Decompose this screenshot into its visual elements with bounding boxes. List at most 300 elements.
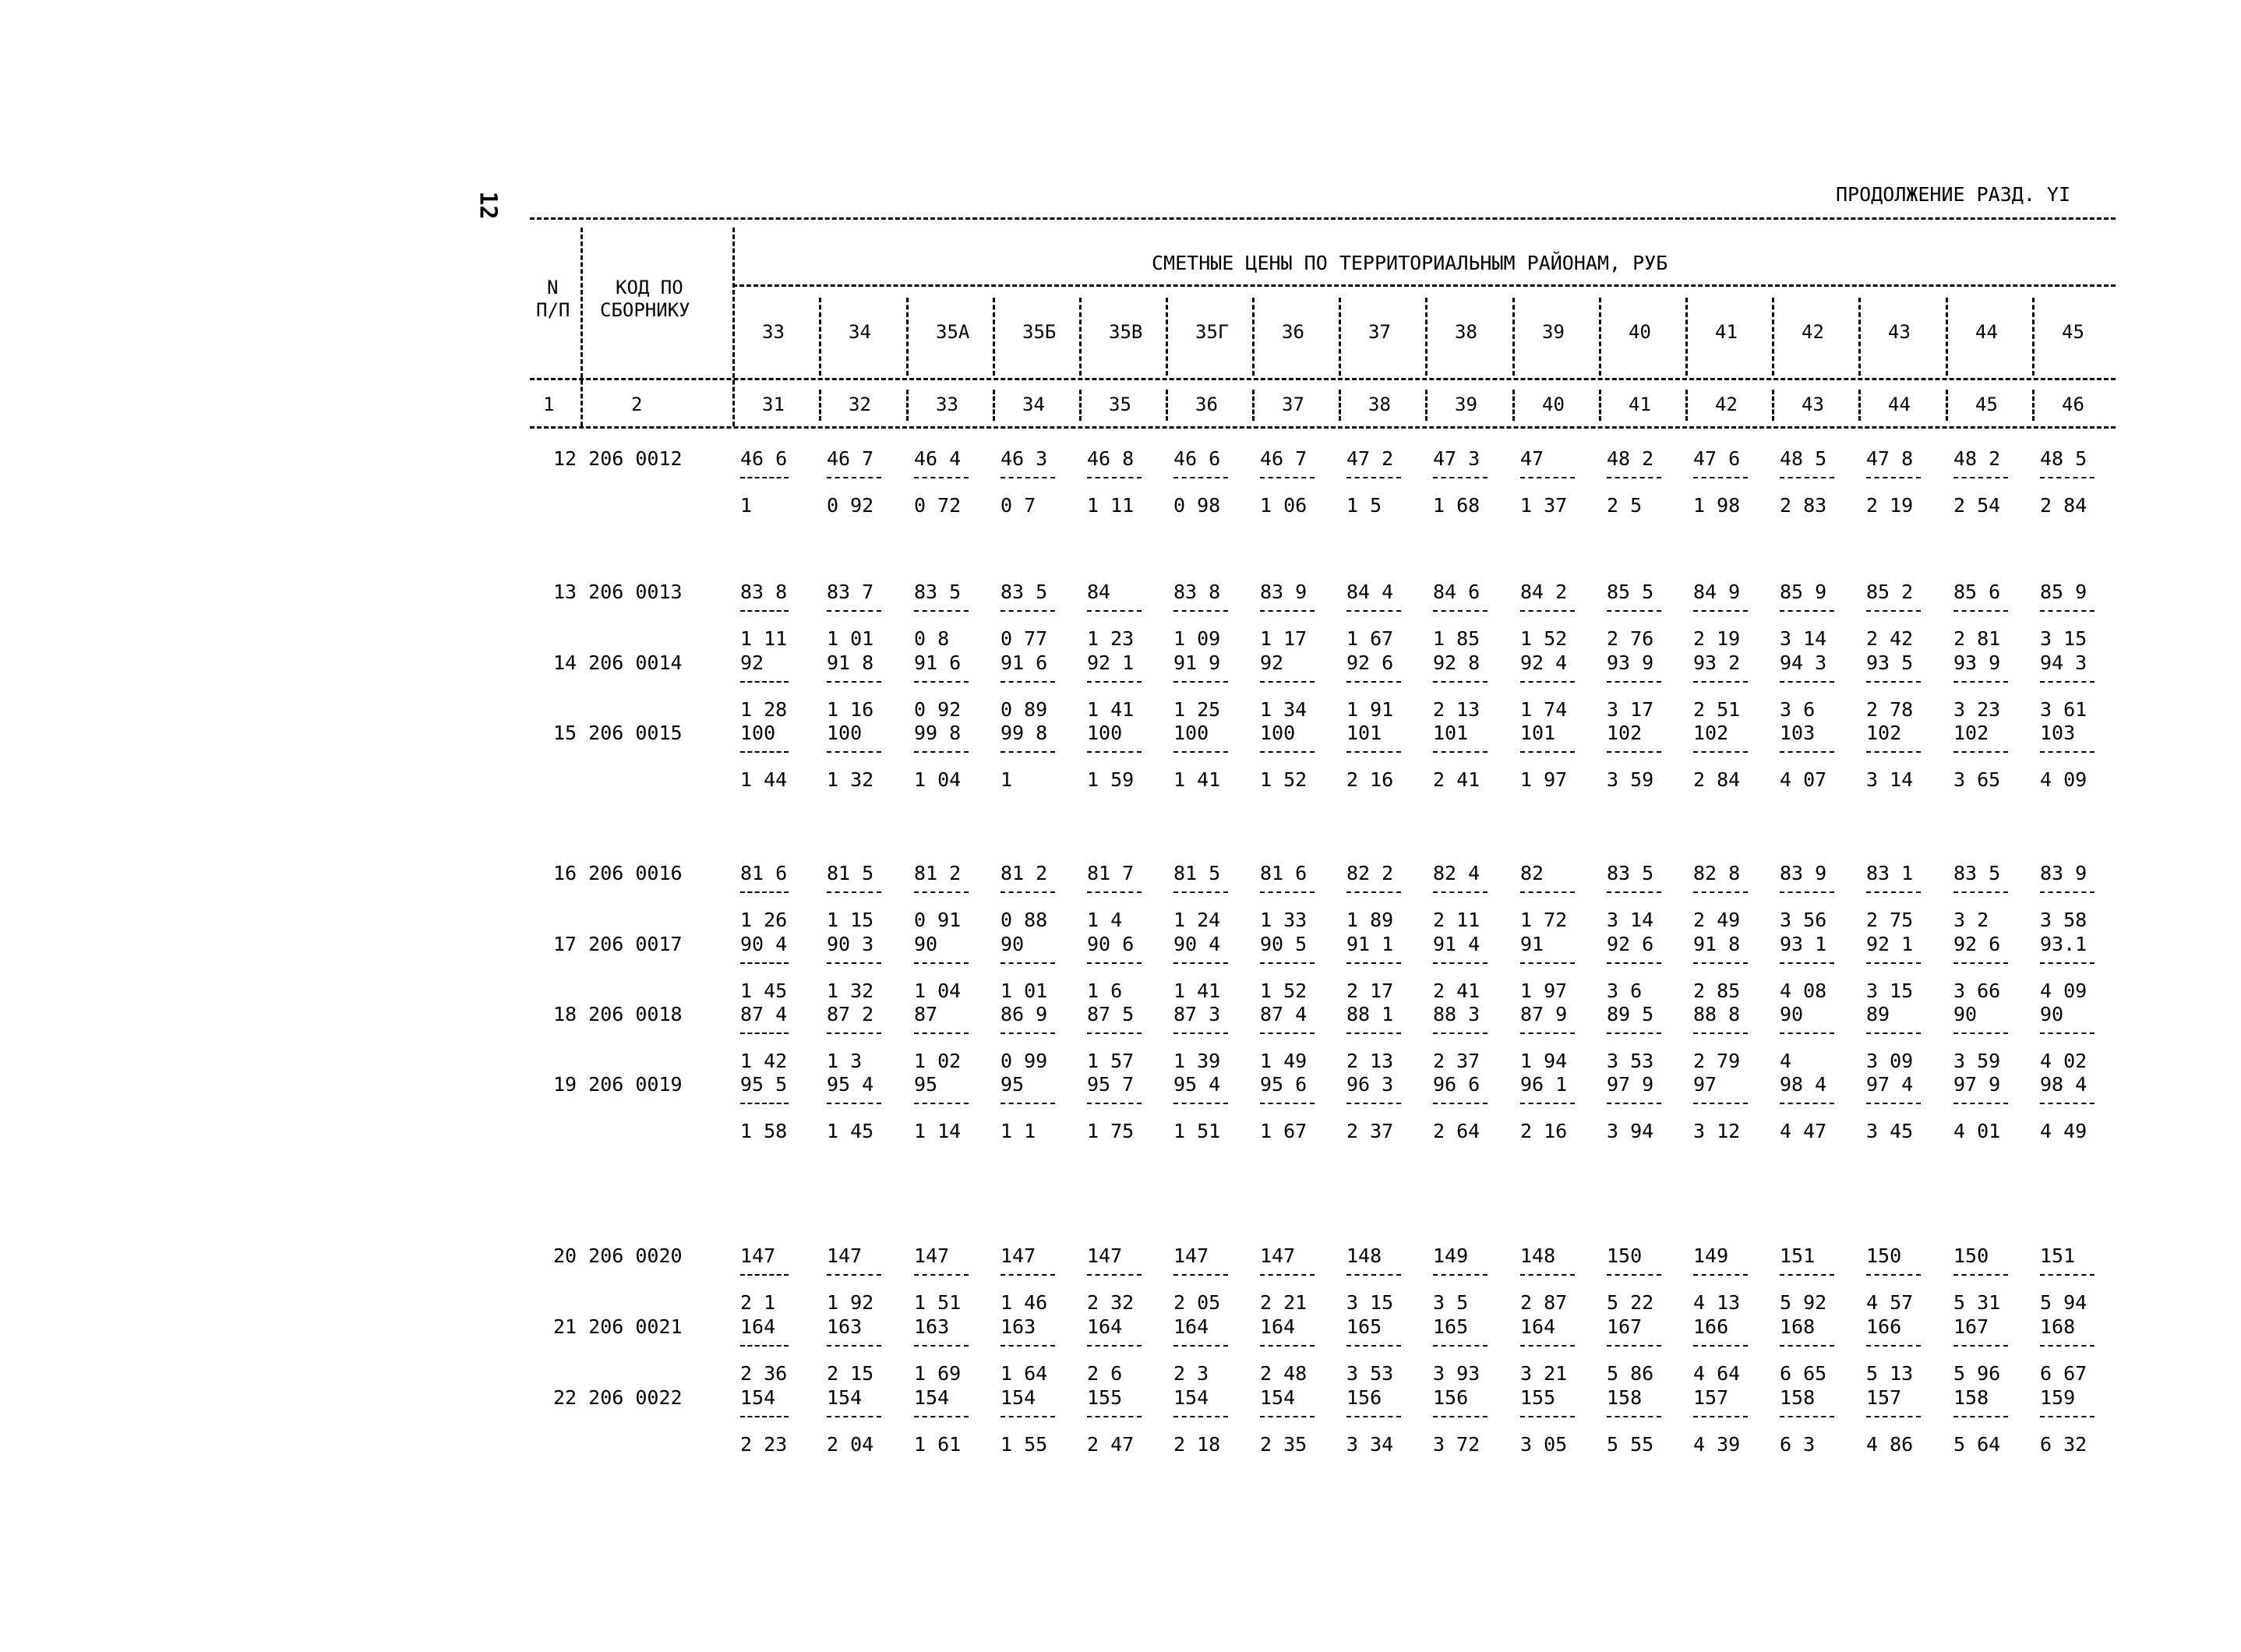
numerator-value: 90 5 [1260, 933, 1308, 955]
denominator-value: 2 19 [1866, 494, 1914, 517]
denominator-value: 2 16 [1520, 1120, 1568, 1142]
fraction-bar [1001, 962, 1055, 964]
numerator-value: 95 4 [827, 1073, 874, 1096]
fraction-bar [1520, 1274, 1575, 1276]
denominator-value: 5 92 [1780, 1291, 1827, 1314]
fraction-bar [2040, 1345, 2095, 1347]
fraction-bar [1780, 1032, 1834, 1034]
denominator-value: 2 51 [1693, 698, 1741, 721]
fraction-bar [1087, 1345, 1142, 1347]
denominator-value: 1 51 [914, 1291, 962, 1314]
denominator-value: 2 78 [1866, 698, 1914, 721]
numerator-value: 46 7 [827, 447, 874, 470]
fraction-bar [2040, 610, 2095, 612]
fraction-bar [1693, 681, 1748, 683]
fraction-bar [1607, 477, 1661, 478]
numerator-value: 92 [740, 651, 764, 674]
denominator-value: 5 96 [1953, 1362, 2001, 1385]
numerator-value: 46 6 [1173, 447, 1221, 470]
fraction-bar [1866, 1416, 1921, 1417]
numerator-value: 158 [1780, 1386, 1816, 1409]
numerator-value: 90 [1780, 1003, 1804, 1025]
fraction-bar [1001, 1032, 1055, 1034]
numerator-value: 96 1 [1520, 1073, 1568, 1096]
fraction-bar [827, 1032, 881, 1034]
denominator-value: 1 [1001, 768, 1013, 791]
denominator-value: 5 31 [1953, 1291, 2001, 1314]
header-column-divider [1166, 390, 1168, 421]
fraction-bar [740, 751, 789, 753]
denominator-value: 3 93 [1433, 1362, 1480, 1385]
denominator-value: 2 87 [1520, 1291, 1568, 1314]
fraction-bar [1607, 751, 1661, 753]
district-label: 42 [1802, 321, 1824, 343]
denominator-value: 1 72 [1520, 909, 1568, 931]
denominator-value: 2 13 [1346, 1050, 1394, 1072]
numerator-value: 159 [2040, 1386, 2076, 1409]
denominator-value: 1 [740, 494, 753, 517]
denominator-value: 1 45 [740, 980, 788, 1002]
denominator-value: 5 55 [1607, 1433, 1654, 1456]
header-code-label: КОД ПО [616, 277, 683, 298]
header-column-divider [1946, 298, 1948, 376]
fraction-bar [1433, 962, 1488, 964]
header-column-divider [993, 298, 995, 376]
numerator-value: 91 4 [1433, 933, 1480, 955]
district-label: 40 [1629, 321, 1651, 343]
numerator-value: 93 5 [1866, 651, 1914, 674]
numerator-value: 93.1 [2040, 933, 2087, 955]
fraction-bar [1433, 681, 1488, 683]
denominator-value: 1 25 [1173, 698, 1221, 721]
header-mid-rule [732, 284, 2116, 287]
denominator-value: 1 17 [1260, 627, 1308, 650]
fraction-bar [1173, 891, 1228, 893]
denominator-value: 4 [1780, 1050, 1792, 1072]
numerator-value: 94 3 [1780, 651, 1827, 674]
numerator-value: 93 9 [1607, 651, 1654, 674]
column-number: 40 [1542, 394, 1565, 415]
header-column-divider [1685, 390, 1688, 421]
fraction-bar [1173, 477, 1228, 478]
numerator-value: 102 [1953, 722, 1989, 744]
denominator-value: 6 67 [2040, 1362, 2087, 1385]
row-label: 15 206 0015 [553, 722, 683, 744]
fraction-bar [1433, 477, 1488, 478]
denominator-value: 1 26 [740, 909, 788, 931]
denominator-value: 1 52 [1260, 980, 1308, 1002]
row-label: 22 206 0022 [553, 1386, 683, 1409]
numerator-value: 99 8 [1001, 722, 1048, 744]
fraction-bar [1346, 1416, 1401, 1417]
denominator-value: 4 08 [1780, 980, 1827, 1002]
denominator-value: 5 94 [2040, 1291, 2087, 1314]
denominator-value: 2 84 [2040, 494, 2087, 517]
numerator-value: 47 3 [1433, 447, 1480, 470]
numerator-value: 147 [914, 1244, 950, 1267]
numerator-value: 93 1 [1780, 933, 1827, 955]
fraction-bar [740, 1416, 789, 1417]
numerator-value: 48 2 [1607, 447, 1654, 470]
fraction-bar [1087, 1274, 1142, 1276]
denominator-value: 1 39 [1173, 1050, 1221, 1072]
fraction-bar [1173, 610, 1228, 612]
denominator-value: 3 14 [1780, 627, 1827, 650]
fraction-bar [1001, 1274, 1055, 1276]
denominator-value: 3 05 [1520, 1433, 1568, 1456]
numerator-value: 92 6 [1346, 651, 1394, 674]
denominator-value: 3 15 [2040, 627, 2087, 650]
numerator-value: 97 9 [1953, 1073, 2001, 1096]
header-top-rule [530, 217, 2116, 220]
numerator-value: 82 2 [1346, 862, 1394, 884]
column-number: 35 [1109, 394, 1131, 415]
denominator-value: 3 45 [1866, 1120, 1914, 1142]
numerator-value: 168 [1780, 1315, 1816, 1338]
header-bottom-rule [530, 426, 2116, 429]
fraction-bar [1433, 1032, 1488, 1034]
fraction-bar [914, 962, 969, 964]
numerator-value: 87 3 [1173, 1003, 1221, 1025]
denominator-value: 3 21 [1520, 1362, 1568, 1385]
numerator-value: 100 [1260, 722, 1296, 744]
fraction-bar [827, 610, 881, 612]
denominator-value: 1 32 [827, 768, 874, 791]
numerator-value: 154 [740, 1386, 776, 1409]
header-column-divider [1425, 390, 1428, 421]
fraction-bar [1866, 610, 1921, 612]
numerator-value: 87 4 [1260, 1003, 1308, 1025]
header-lower-rule [530, 378, 2116, 380]
denominator-value: 4 86 [1866, 1433, 1914, 1456]
row-label: 17 206 0017 [553, 933, 683, 955]
numerator-value: 164 [1173, 1315, 1209, 1338]
numerator-value: 83 5 [914, 581, 962, 603]
numerator-value: 48 5 [1780, 447, 1827, 470]
district-label: 35В [1109, 321, 1143, 343]
numerator-value: 83 9 [1260, 581, 1308, 603]
header-column-divider [1599, 298, 1601, 376]
denominator-value: 2 37 [1433, 1050, 1480, 1072]
denominator-value: 1 44 [740, 768, 788, 791]
numerator-value: 88 8 [1693, 1003, 1741, 1025]
row-label: 20 206 0020 [553, 1244, 683, 1267]
denominator-value: 2 04 [827, 1433, 874, 1456]
fraction-bar [1346, 681, 1401, 683]
denominator-value: 1 59 [1087, 768, 1135, 791]
fraction-bar [1866, 477, 1921, 478]
denominator-value: 2 47 [1087, 1433, 1135, 1456]
header-column-divider [1685, 298, 1688, 376]
numerator-value: 154 [914, 1386, 950, 1409]
numerator-value: 149 [1433, 1244, 1469, 1267]
denominator-value: 3 61 [2040, 698, 2087, 721]
fraction-bar [740, 681, 789, 683]
fraction-bar [1780, 891, 1834, 893]
numerator-value: 95 [914, 1073, 938, 1096]
numerator-value: 83 1 [1866, 862, 1914, 884]
fraction-bar [1693, 751, 1748, 753]
numerator-value: 89 [1866, 1003, 1890, 1025]
numerator-value: 98 4 [2040, 1073, 2087, 1096]
fraction-bar [1173, 1274, 1228, 1276]
fraction-bar [914, 1032, 969, 1034]
denominator-value: 4 64 [1693, 1362, 1741, 1385]
numerator-value: 150 [1866, 1244, 1902, 1267]
numerator-value: 147 [1173, 1244, 1209, 1267]
denominator-value: 2 18 [1173, 1433, 1221, 1456]
fraction-bar [2040, 1274, 2095, 1276]
numerator-value: 164 [740, 1315, 776, 1338]
district-label: 36 [1282, 321, 1304, 343]
denominator-value: 1 04 [914, 980, 962, 1002]
denominator-value: 3 66 [1953, 980, 2001, 1002]
numerator-value: 95 7 [1087, 1073, 1135, 1096]
numerator-value: 158 [1607, 1386, 1643, 1409]
numerator-value: 84 6 [1433, 581, 1480, 603]
row-label: 16 206 0016 [553, 862, 683, 884]
fraction-bar [1693, 1032, 1748, 1034]
numerator-value: 100 [827, 722, 863, 744]
fraction-bar [1780, 1416, 1834, 1417]
numerator-value: 97 9 [1607, 1073, 1654, 1096]
numerator-value: 46 8 [1087, 447, 1135, 470]
column-number: 38 [1368, 394, 1391, 415]
fraction-bar [740, 1274, 789, 1276]
numerator-value: 83 5 [1953, 862, 2001, 884]
denominator-value: 5 86 [1607, 1362, 1654, 1385]
fraction-bar [1346, 1345, 1401, 1347]
denominator-value: 6 65 [1780, 1362, 1827, 1385]
numerator-value: 83 5 [1001, 581, 1048, 603]
denominator-value: 2 11 [1433, 909, 1480, 931]
numerator-value: 167 [1607, 1315, 1643, 1338]
fraction-bar [1953, 1274, 2008, 1276]
denominator-value: 1 45 [827, 1120, 874, 1142]
denominator-value: 2 1 [740, 1291, 776, 1314]
numerator-value: 84 9 [1693, 581, 1741, 603]
header-column-divider [1599, 390, 1601, 421]
fraction-bar [1520, 681, 1575, 683]
numerator-value: 47 8 [1866, 447, 1914, 470]
row-label: 18 206 0018 [553, 1003, 683, 1025]
numerator-value: 47 [1520, 447, 1544, 470]
fraction-bar [827, 1345, 881, 1347]
fraction-bar [2040, 1103, 2095, 1104]
numerator-value: 81 7 [1087, 862, 1135, 884]
numerator-value: 84 4 [1346, 581, 1394, 603]
header-code-label-2: СБОРНИКУ [600, 299, 690, 321]
row-label: 19 206 0019 [553, 1073, 683, 1096]
fraction-bar [1260, 1032, 1315, 1034]
denominator-value: 3 5 [1433, 1291, 1469, 1314]
fraction-bar [1173, 962, 1228, 964]
numerator-value: 92 1 [1866, 933, 1914, 955]
numerator-value: 87 5 [1087, 1003, 1135, 1025]
denominator-value: 3 6 [1607, 980, 1643, 1002]
fraction-bar [1520, 891, 1575, 893]
denominator-value: 1 01 [827, 627, 874, 650]
fraction-bar [1346, 477, 1401, 478]
fraction-bar [1433, 1274, 1488, 1276]
header-column-divider [1512, 390, 1515, 421]
fraction-bar [1866, 1274, 1921, 1276]
fraction-bar [1607, 962, 1661, 964]
denominator-value: 1 02 [914, 1050, 962, 1072]
fraction-bar [1780, 1274, 1834, 1276]
district-label: 41 [1715, 321, 1738, 343]
fraction-bar [1173, 1345, 1228, 1347]
numerator-value: 154 [1260, 1386, 1296, 1409]
numerator-value: 91 6 [914, 651, 962, 674]
denominator-value: 5 64 [1953, 1433, 2001, 1456]
denominator-value: 0 91 [914, 909, 962, 931]
numerator-value: 90 [914, 933, 938, 955]
denominator-value: 2 3 [1173, 1362, 1209, 1385]
numerator-value: 148 [1346, 1244, 1382, 1267]
numerator-value: 90 6 [1087, 933, 1135, 955]
district-label: 35Г [1195, 321, 1230, 343]
numerator-value: 82 [1520, 862, 1544, 884]
fraction-bar [740, 891, 789, 893]
header-divider-code [732, 228, 735, 426]
denominator-value: 1 67 [1260, 1120, 1308, 1142]
numerator-value: 91 6 [1001, 651, 1048, 674]
denominator-value: 2 49 [1693, 909, 1741, 931]
fraction-bar [1087, 962, 1142, 964]
header-column-divider [1772, 390, 1774, 421]
numerator-value: 86 9 [1001, 1003, 1048, 1025]
fraction-bar [1520, 610, 1575, 612]
fraction-bar [1953, 891, 2008, 893]
numerator-value: 101 [1520, 722, 1556, 744]
numerator-value: 154 [1173, 1386, 1209, 1409]
fraction-bar [1260, 751, 1315, 753]
denominator-value: 2 5 [1607, 494, 1643, 517]
fraction-bar [1001, 610, 1055, 612]
header-col-num-1: 1 [543, 394, 555, 415]
numerator-value: 46 7 [1260, 447, 1308, 470]
denominator-value: 3 34 [1346, 1433, 1394, 1456]
denominator-value: 0 92 [914, 698, 962, 721]
denominator-value: 4 07 [1780, 768, 1827, 791]
fraction-bar [1866, 681, 1921, 683]
fraction-bar [2040, 891, 2095, 893]
fraction-bar [1953, 1032, 2008, 1034]
fraction-bar [1346, 1103, 1401, 1104]
fraction-bar [1693, 610, 1748, 612]
numerator-value: 91 [1520, 933, 1544, 955]
fraction-bar [1607, 1345, 1661, 1347]
numerator-value: 163 [827, 1315, 863, 1338]
header-column-divider [1166, 298, 1168, 376]
fraction-bar [1866, 1103, 1921, 1104]
numerator-value: 100 [1087, 722, 1123, 744]
district-label: 35Б [1022, 321, 1057, 343]
denominator-value: 4 09 [2040, 980, 2087, 1002]
fraction-bar [1260, 891, 1315, 893]
fraction-bar [1260, 477, 1315, 478]
numerator-value: 103 [1780, 722, 1816, 744]
header-column-divider [1079, 390, 1082, 421]
denominator-value: 1 94 [1520, 1050, 1568, 1072]
denominator-value: 3 17 [1607, 698, 1654, 721]
denominator-value: 2 42 [1866, 627, 1914, 650]
denominator-value: 1 61 [914, 1433, 962, 1456]
denominator-value: 2 17 [1346, 980, 1394, 1002]
denominator-value: 3 2 [1953, 909, 1989, 931]
fraction-bar [1346, 610, 1401, 612]
fraction-bar [1866, 751, 1921, 753]
numerator-value: 90 3 [827, 933, 874, 955]
denominator-value: 1 68 [1433, 494, 1480, 517]
denominator-value: 1 52 [1520, 627, 1568, 650]
numerator-value: 95 6 [1260, 1073, 1308, 1096]
numerator-value: 166 [1693, 1315, 1729, 1338]
numerator-value: 147 [827, 1244, 863, 1267]
fraction-bar [1346, 962, 1401, 964]
fraction-bar [1433, 751, 1488, 753]
numerator-value: 102 [1607, 722, 1643, 744]
column-number: 41 [1629, 394, 1651, 415]
numerator-value: 165 [1433, 1315, 1469, 1338]
fraction-bar [1087, 1416, 1142, 1417]
numerator-value: 90 [1001, 933, 1025, 955]
header-column-divider [1425, 298, 1428, 376]
fraction-bar [827, 681, 881, 683]
denominator-value: 4 49 [2040, 1120, 2087, 1142]
denominator-value: 1 52 [1260, 768, 1308, 791]
fraction-bar [827, 962, 881, 964]
denominator-value: 3 09 [1866, 1050, 1914, 1072]
numerator-value: 156 [1433, 1386, 1469, 1409]
fraction-bar [2040, 751, 2095, 753]
denominator-value: 1 58 [740, 1120, 788, 1142]
numerator-value: 47 2 [1346, 447, 1394, 470]
numerator-value: 164 [1260, 1315, 1296, 1338]
numerator-value: 147 [1260, 1244, 1296, 1267]
header-column-divider [1512, 298, 1515, 376]
denominator-value: 1 57 [1087, 1050, 1135, 1072]
district-label: 43 [1888, 321, 1911, 343]
column-number: 45 [1975, 394, 1998, 415]
denominator-value: 1 28 [740, 698, 788, 721]
denominator-value: 0 99 [1001, 1050, 1048, 1072]
denominator-value: 1 15 [827, 909, 874, 931]
fraction-bar [914, 751, 969, 753]
denominator-value: 1 37 [1520, 494, 1568, 517]
numerator-value: 90 4 [1173, 933, 1221, 955]
fraction-bar [1780, 1345, 1834, 1347]
numerator-value: 147 [740, 1244, 776, 1267]
numerator-value: 84 2 [1520, 581, 1568, 603]
numerator-value: 81 5 [1173, 862, 1221, 884]
denominator-value: 2 35 [1260, 1433, 1308, 1456]
fraction-bar [1087, 891, 1142, 893]
header-column-divider [906, 298, 909, 376]
denominator-value: 3 58 [2040, 909, 2087, 931]
denominator-value: 6 32 [2040, 1433, 2087, 1456]
column-number: 36 [1195, 394, 1218, 415]
numerator-value: 81 2 [914, 862, 962, 884]
denominator-value: 2 05 [1173, 1291, 1221, 1314]
denominator-value: 1 46 [1001, 1291, 1048, 1314]
denominator-value: 1 14 [914, 1120, 962, 1142]
denominator-value: 1 01 [1001, 980, 1048, 1002]
fraction-bar [1520, 962, 1575, 964]
fraction-bar [1260, 1103, 1315, 1104]
header-column-divider [819, 298, 821, 376]
